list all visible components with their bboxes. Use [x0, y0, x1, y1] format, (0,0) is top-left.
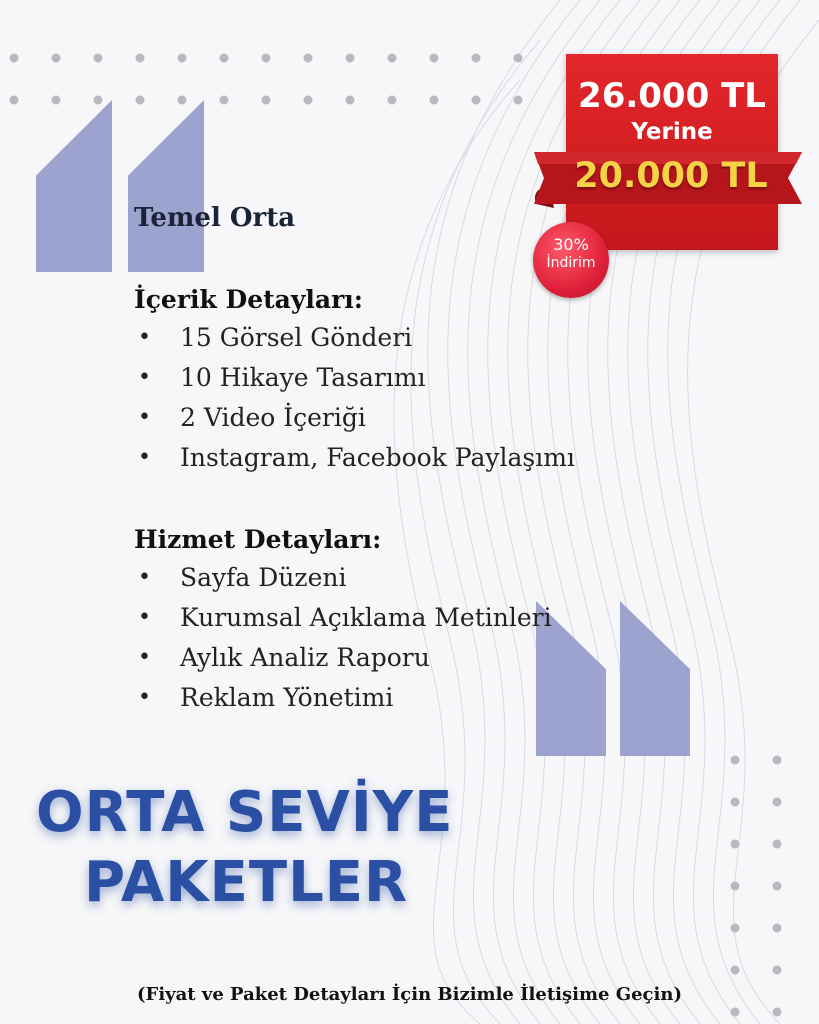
- decor-dot: [773, 840, 782, 849]
- decor-dot: [773, 1008, 782, 1017]
- new-price: 20.000 TL: [574, 156, 768, 196]
- decor-dot: [773, 966, 782, 975]
- decor-dot: [731, 924, 740, 933]
- decor-dot: [220, 54, 229, 63]
- decor-dot: [731, 756, 740, 765]
- bullet-icon: •: [138, 365, 151, 390]
- content-details-list: [134, 318, 575, 478]
- decor-dot: [10, 96, 19, 105]
- list-item: • Aylık Analiz Raporu: [134, 638, 552, 678]
- bullet-icon: •: [138, 565, 151, 590]
- bullet-icon: •: [138, 325, 151, 350]
- decor-dot: [304, 54, 313, 63]
- discount-label: İndirim: [546, 255, 596, 271]
- decor-dot: [430, 96, 439, 105]
- decor-dot: [388, 54, 397, 63]
- decor-dot: [731, 798, 740, 807]
- decor-dot: [136, 96, 145, 105]
- decor-dot: [731, 882, 740, 891]
- decor-dot: [136, 54, 145, 63]
- decor-dot: [773, 924, 782, 933]
- service-details-list: [134, 558, 552, 718]
- discount-percent: 30%: [553, 235, 589, 254]
- bullet-icon: •: [138, 645, 151, 670]
- decor-dot: [773, 798, 782, 807]
- contact-note: (Fiyat ve Paket Detayları İçin Bizimle İletişime Geçin): [137, 984, 682, 1005]
- decor-dot: [731, 840, 740, 849]
- headline: [36, 778, 453, 918]
- decor-dot: [94, 54, 103, 63]
- list-item: • 2 Video İçeriği: [134, 398, 575, 438]
- decor-dot: [346, 96, 355, 105]
- decor-dot: [472, 54, 481, 63]
- headline-line-1: ORTA SEVİYE: [36, 780, 454, 845]
- decor-dot: [731, 1008, 740, 1017]
- package-name: Temel Orta: [134, 203, 296, 233]
- list-item: • 15 Görsel Gönderi: [134, 318, 575, 358]
- decor-dot: [388, 96, 397, 105]
- decor-dot: [52, 54, 61, 63]
- decor-dot: [773, 756, 782, 765]
- decor-dot: [220, 96, 229, 105]
- service-details-section: [134, 525, 552, 718]
- headline-line-2: PAKETLER: [84, 850, 409, 915]
- bullet-icon: •: [138, 685, 151, 710]
- bullet-icon: •: [138, 605, 151, 630]
- bullet-icon: •: [138, 445, 151, 470]
- discount-badge: [533, 222, 609, 298]
- decor-dot: [178, 54, 187, 63]
- bullet-icon: •: [138, 405, 151, 430]
- content-details-section: [134, 285, 575, 478]
- decor-dot: [94, 96, 103, 105]
- decor-dot: [430, 54, 439, 63]
- decor-dot: [10, 54, 19, 63]
- list-item: • 10 Hikaye Tasarımı: [134, 358, 575, 398]
- list-item: • Instagram, Facebook Paylaşımı: [134, 438, 575, 478]
- decor-dot: [731, 966, 740, 975]
- list-item: • Reklam Yönetimi: [134, 678, 552, 718]
- decor-dot: [262, 96, 271, 105]
- old-price: 26.000 TL: [578, 76, 766, 116]
- decor-dot: [773, 882, 782, 891]
- content-details-title: İçerik Detayları:: [134, 285, 363, 314]
- decor-dot: [346, 54, 355, 63]
- decor-dot: [52, 96, 61, 105]
- list-item: • Kurumsal Açıklama Metinleri: [134, 598, 552, 638]
- service-details-title: Hizmet Detayları:: [134, 525, 382, 554]
- decor-dot: [472, 96, 481, 105]
- decor-dot: [514, 54, 523, 63]
- price-connector-text: Yerine: [631, 119, 713, 145]
- decor-dot: [178, 96, 187, 105]
- list-item: • Sayfa Düzeni: [134, 558, 552, 598]
- decor-dot: [262, 54, 271, 63]
- decor-dot: [304, 96, 313, 105]
- decor-dot: [514, 96, 523, 105]
